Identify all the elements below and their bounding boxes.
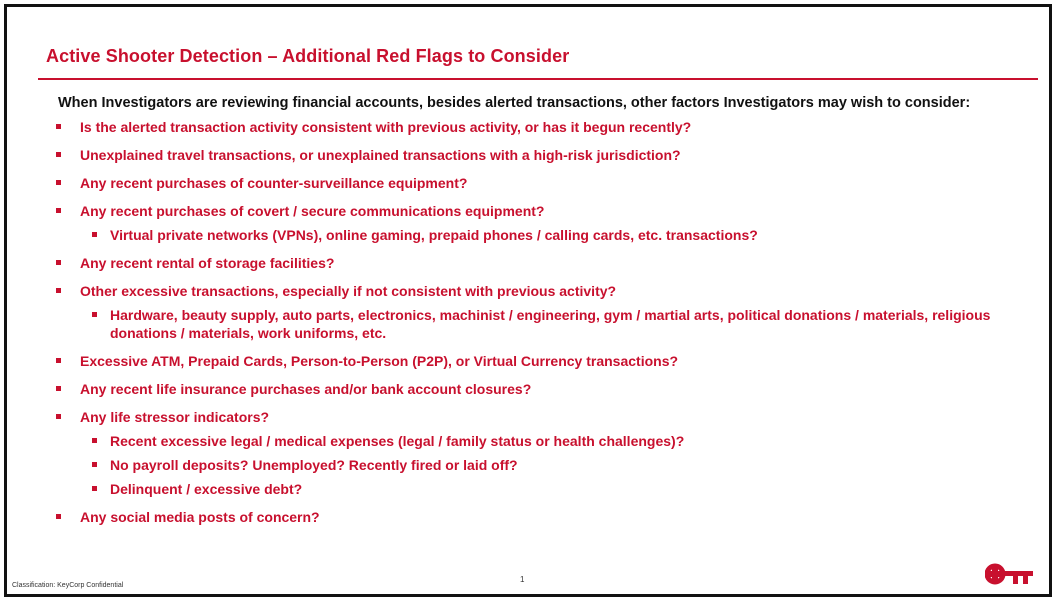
bullet-square-icon [56,386,61,391]
page-number: 1 [520,575,525,584]
title-divider [38,78,1038,80]
bullet-square-icon [92,486,97,491]
bullet-item: Any social media posts of concern? [50,508,1040,526]
intro-text: When Investigators are reviewing financial accounts, besides alerted transactions, other factors Investigators may wish to consider: [58,95,971,111]
bullet-square-icon [56,358,61,363]
sub-bullet-item: Recent excessive legal / medical expenses (legal / family status or health challenges)? [80,432,1040,450]
sub-bullet-item: No payroll deposits? Unemployed? Recently fired or laid off? [80,456,1040,474]
slide-title: Active Shooter Detection – Additional Red Flags to Consider [46,46,570,66]
bullet-square-icon [56,288,61,293]
bullet-item: Excessive ATM, Prepaid Cards, Person-to-Person (P2P), or Virtual Currency transactions? [50,352,1040,370]
bullet-square-icon [92,312,97,317]
bullet-square-icon [56,514,61,519]
bullet-item: Any recent rental of storage facilities? [50,254,1040,272]
bullet-item: Unexplained travel transactions, or unexplained transactions with a high-risk jurisdiction? [50,146,1040,164]
bullet-square-icon [56,260,61,265]
bullet-item: Any recent purchases of covert / secure communications equipment? Virtual private networks (VPNs), online gaming, prepaid phones / calling cards, etc. transactions? [50,202,1040,244]
sub-bullet-item: Hardware, beauty supply, auto parts, electronics, machinist / engineering, gym / martial arts, political donations / materials, religious donations / materials, work uniforms, etc. [80,306,1040,342]
bullet-square-icon [56,152,61,157]
bullet-item: Any recent purchases of counter-surveillance equipment? [50,174,1040,192]
bullet-item: Any life stressor indicators? Recent excessive legal / medical expenses (legal / family status or health challenges)? No payroll deposits? Unemployed? Recently fired or laid off? Delinquent / excessive debt? [50,408,1040,498]
bullet-square-icon [56,180,61,185]
bullet-item: Other excessive transactions, especially if not consistent with previous activity? Hardware, beauty supply, auto parts, electronics, machinist / engineering, gym / martial arts, political donations / materials, religious donations / materials, work uniforms, etc. [50,282,1040,342]
bullet-square-icon [92,438,97,443]
bullet-list [50,118,1040,536]
classification-label: Classification: KeyCorp Confidential [12,582,124,589]
bullet-item: Any recent life insurance purchases and/or bank account closures? [50,380,1040,398]
bullet-square-icon [56,124,61,129]
bullet-square-icon [92,232,97,237]
bullet-square-icon [56,414,61,419]
bullet-item: Is the alerted transaction activity consistent with previous activity, or has it begun recently? [50,118,1040,136]
bullet-square-icon [56,208,61,213]
sub-bullet-item: Delinquent / excessive debt? [80,480,1040,498]
sub-bullet-item: Virtual private networks (VPNs), online gaming, prepaid phones / calling cards, etc. transactions? [80,226,1040,244]
key-logo-icon [985,560,1035,588]
bullet-square-icon [92,462,97,467]
